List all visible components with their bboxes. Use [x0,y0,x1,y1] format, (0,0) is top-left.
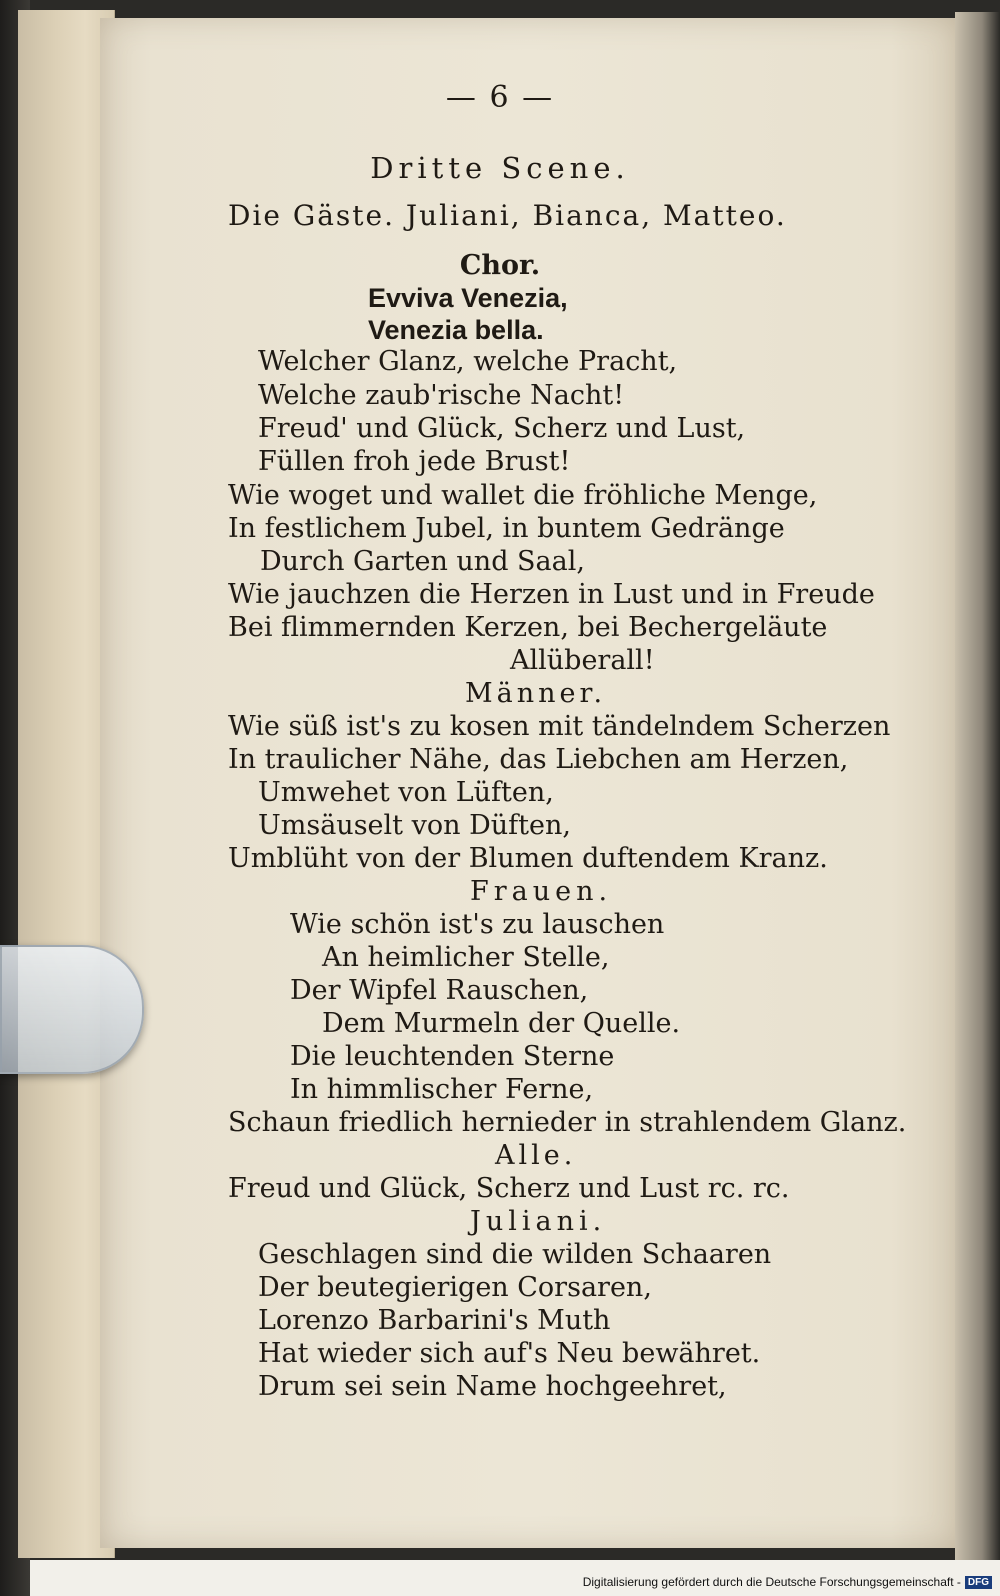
speaker-alle: Alle. [495,1140,577,1171]
verse-line: Bei flimmernden Kerzen, bei Bechergeläute [228,612,828,643]
verse-line: Evviva Venezia, [368,283,568,313]
verse-line: Füllen froh jede Brust! [258,446,571,477]
verse-line: In traulicher Nähe, das Liebchen am Herzen, [228,744,849,775]
verse-line: Wie woget und wallet die fröhliche Menge, [228,480,818,511]
digitization-footer [583,1572,992,1592]
verse-line: Lorenzo Barbarini's Muth [258,1305,611,1336]
verse-line: Der beutegierigen Corsaren, [258,1272,652,1303]
verse-line: Dem Murmeln der Quelle. [322,1008,681,1039]
verse-line: Welche zaub'rische Nacht! [258,380,625,411]
page-number: — 6 — [445,80,555,115]
speaker-juliani: Juliani. [470,1206,607,1237]
verse-line: Wie jauchzen die Herzen in Lust und in Freude [228,579,875,610]
verse-line: Welcher Glanz, welche Pracht, [258,346,678,377]
verse-line: Drum sei sein Name hochgeehret, [258,1371,727,1402]
verse-line: Venezia bella. [368,315,544,345]
verse-line: In himmlischer Ferne, [290,1074,594,1105]
scene-title: Dritte Scene. [370,151,630,185]
speaker-maenner: Männer. [465,678,607,709]
verse-line: Durch Garten und Saal, [260,546,585,577]
verse-line: Freud' und Glück, Scherz und Lust, [258,413,746,444]
speaker-frauen: Frauen. [470,876,613,907]
verse-line: An heimlicher Stelle, [322,942,610,973]
verse-line: Geschlagen sind die wilden Schaaren [258,1239,772,1270]
verse-line: Umsäuselt von Düften, [258,810,571,841]
verse-line: Der Wipfel Rauschen, [290,975,589,1006]
footer-text: Digitalisierung gefördert durch die Deutsche Forschungsgemeinschaft - [582,1575,961,1589]
verse-line: Wie süß ist's zu kosen mit tändelndem Scherzen [228,711,891,742]
verse-line: Schaun friedlich hernieder in strahlendem Glanz. [228,1107,907,1138]
verse-line: Wie schön ist's zu lauschen [290,909,665,940]
speaker-chor: Chor. [459,250,541,281]
verse-line: Freud und Glück, Scherz und Lust rc. rc. [228,1173,790,1204]
verse-line: Die leuchtenden Sterne [290,1041,615,1072]
dfg-logo-icon: DFG [965,1576,992,1589]
verse-line: Hat wieder sich auf's Neu bewähret. [258,1338,761,1369]
verse-line: Umblüht von der Blumen duftendem Kranz. [228,843,828,874]
verse-line: In festlichem Jubel, in buntem Gedränge [228,513,785,544]
verse-line: Umwehet von Lüften, [258,777,554,808]
character-list: Die Gäste. Juliani, Bianca, Matteo. [228,199,787,232]
verse-line: Allüberall! [510,645,655,676]
